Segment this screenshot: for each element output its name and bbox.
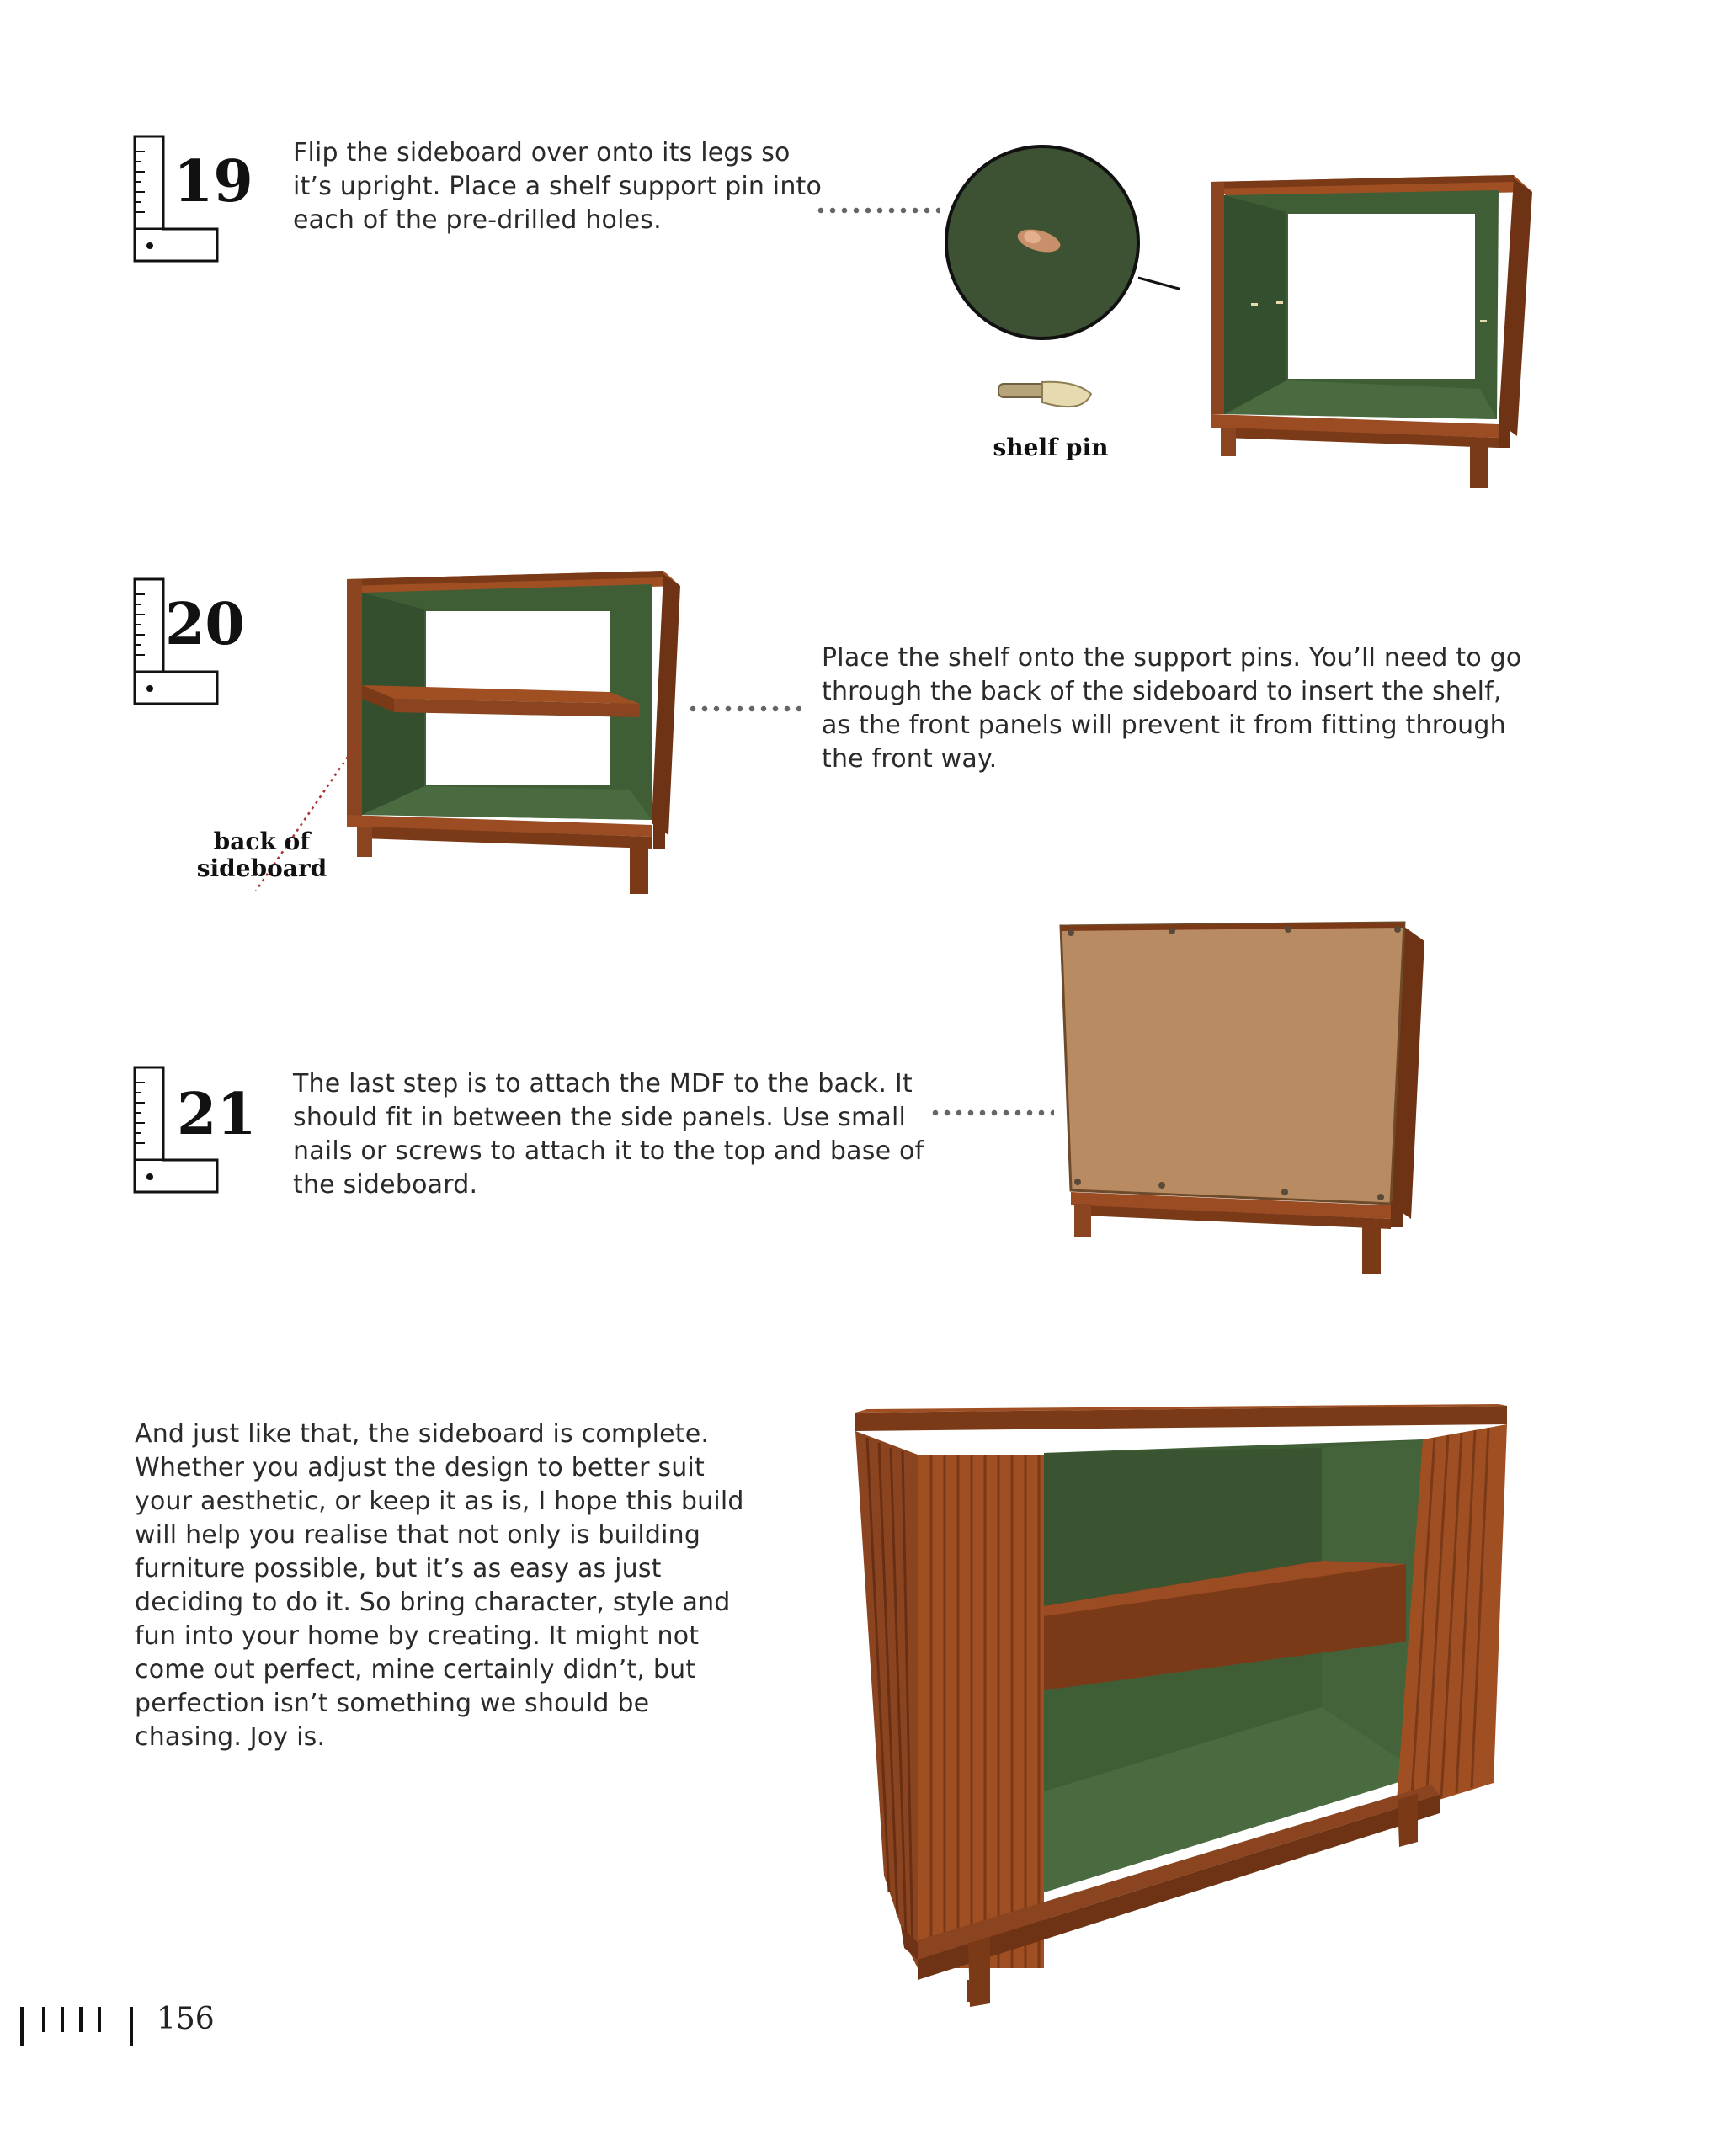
step-text: Flip the sideboard over onto its legs so it’s upright. Place a shelf support pin into each of the pre-drilled holes. [293, 138, 823, 235]
page-tick-marks [17, 2000, 143, 2052]
finished-sideboard-illustration [850, 1404, 1524, 2010]
step-20 [133, 566, 1564, 919]
step-number: 20 [165, 591, 245, 658]
shelf-pin-zoom-detail [945, 141, 1180, 343]
step-19 [133, 135, 1564, 505]
step-text: The last step is to attach the MDF to the back. It should fit in between the side panels. Use small nails or screws to attach it to the top and base of the sideboard. [293, 1069, 924, 1200]
sideboard-frame-illustration [1202, 170, 1539, 507]
closing-paragraph: And just like that, the sideboard is complete. Whether you adjust the design to better suit your aesthetic, or keep it as is, I hope this build will help you realise that not only is building furniture possible, but it’s as easy as just deciding to do it. So bring character, style and fun into your home by creating. It might not come out perfect, mine certainly didn’t, but perfection isn’t something we should be chasing. Joy is. [135, 1419, 744, 1752]
sideboard-with-shelf-illustration [343, 566, 697, 911]
sideboard-mdf-back-illustration [1051, 914, 1438, 1303]
shelf-pin-illustration [992, 372, 1101, 423]
dotted-leader [687, 705, 801, 712]
step-number: 19 [173, 148, 253, 216]
dotted-leader [929, 1109, 1054, 1116]
shelf-pin-caption: shelf pin [993, 434, 1109, 461]
step-number: 21 [177, 1081, 257, 1148]
caption-line: sideboard [196, 854, 327, 882]
step-text: Place the shelf onto the support pins. You’ll need to go through the back of the sideboard to insert the shelf, as the front panels will prevent it from fitting through the front way. [822, 643, 1522, 774]
caption-line: back of [213, 827, 311, 855]
page-number: 156 [157, 2002, 215, 2036]
dotted-leader [815, 207, 940, 214]
back-of-sideboard-caption [182, 828, 342, 882]
step-21 [133, 914, 1564, 1310]
